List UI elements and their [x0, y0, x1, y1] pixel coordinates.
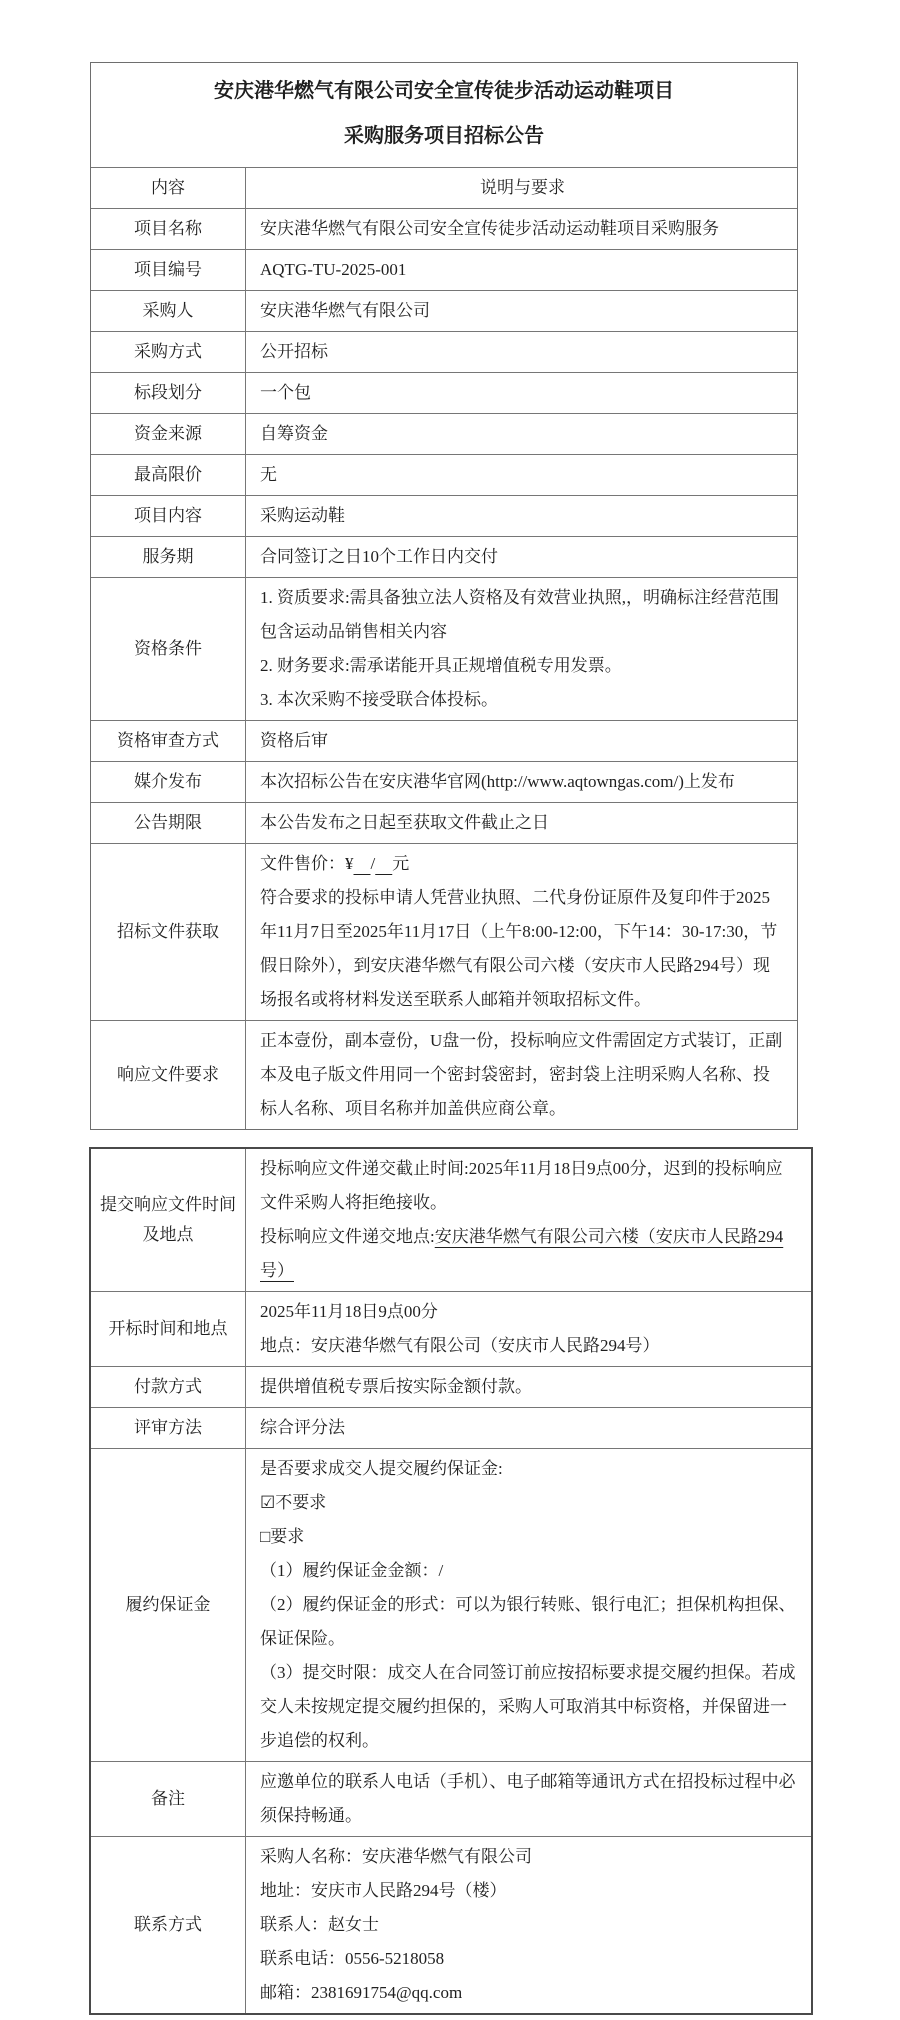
content-line	[260, 1976, 799, 2010]
content-line	[260, 1486, 799, 1520]
row-label	[91, 209, 246, 249]
table-row	[91, 167, 797, 208]
row-label-text: 资格条件	[134, 639, 202, 658]
row-content	[246, 250, 797, 290]
text-segment: 元	[392, 854, 410, 873]
text-segment: 说明与要求	[480, 178, 565, 197]
content-line	[260, 649, 785, 683]
row-content	[246, 1149, 811, 1291]
row-content	[246, 455, 797, 495]
text-segment: 公开招标	[260, 342, 328, 361]
row-content	[246, 1367, 811, 1407]
table-row	[91, 536, 797, 577]
text-segment: 投标响应文件递交地点:	[260, 1227, 435, 1246]
row-label	[91, 844, 246, 1020]
table-row	[91, 1836, 811, 2013]
content-line	[260, 1588, 799, 1656]
text-segment: 2. 财务要求:需承诺能开具正规增值税专用发票。	[260, 656, 622, 675]
text-segment	[354, 854, 371, 873]
row-label-text: 资格审查方式	[117, 731, 219, 750]
row-label	[91, 414, 246, 454]
text-segment: 地点：安庆港华燃气有限公司（安庆市人民路294号）	[260, 1336, 660, 1355]
row-label-text: 项目名称	[134, 219, 202, 238]
row-label-text: 采购方式	[134, 342, 202, 361]
content-line	[260, 683, 785, 717]
document-title-line-2: 采购服务项目招标公告	[344, 125, 544, 147]
row-content	[246, 1292, 811, 1366]
text-segment: 采购运动鞋	[260, 506, 345, 525]
row-label-text: 评审方法	[134, 1418, 202, 1437]
row-label	[91, 1449, 246, 1761]
content-line	[260, 458, 785, 492]
row-label	[91, 250, 246, 290]
row-label	[91, 803, 246, 843]
table-row	[91, 761, 797, 802]
submission-table-rows	[91, 1149, 811, 2013]
row-content	[246, 844, 797, 1020]
content-line	[260, 294, 785, 328]
row-label-text: 招标文件获取	[117, 922, 219, 941]
table-row	[91, 1291, 811, 1366]
row-label-text: 付款方式	[134, 1377, 202, 1396]
table-row	[91, 290, 797, 331]
text-segment: 资格后审	[260, 731, 328, 750]
content-line	[260, 1942, 799, 1976]
table-row	[91, 372, 797, 413]
row-label	[91, 762, 246, 802]
content-line	[260, 212, 785, 246]
checkbox-unchecked-icon: □	[260, 1527, 271, 1546]
content-line	[480, 171, 565, 205]
text-segment: 文件售价：¥	[260, 854, 354, 873]
row-label	[91, 373, 246, 413]
text-segment: 联系电话：0556-5218058	[260, 1949, 445, 1968]
row-label-text: 最高限价	[134, 465, 202, 484]
row-label	[91, 1762, 246, 1836]
row-content	[246, 414, 797, 454]
table-row	[91, 1761, 811, 1836]
table-row	[91, 413, 797, 454]
row-label-text: 开标时间和地点	[108, 1319, 228, 1338]
row-label-text: 采购人	[142, 301, 194, 320]
document-title-line-1: 安庆港华燃气有限公司安全宣传徒步活动运动鞋项目	[214, 80, 674, 102]
row-label-text: 项目内容	[134, 506, 202, 525]
row-label	[91, 537, 246, 577]
row-content	[246, 496, 797, 536]
text-segment: 无	[260, 465, 277, 484]
row-label	[91, 1408, 246, 1448]
row-label-text: 公告期限	[134, 813, 202, 832]
row-label-text: 媒介发布	[134, 772, 202, 791]
content-line	[260, 1024, 785, 1126]
text-segment: 是否要求成交人提交履约保证金:	[260, 1459, 503, 1478]
text-segment: AQTG-TU-2025-001	[260, 260, 407, 279]
text-segment: 提供增值税专票后按实际金额付款。	[260, 1377, 532, 1396]
row-label	[91, 721, 246, 761]
text-segment: /	[370, 854, 376, 873]
content-line	[260, 1370, 799, 1404]
row-label	[91, 1021, 246, 1129]
text-segment: 3. 本次采购不接受联合体投标。	[260, 690, 498, 709]
table-title	[91, 63, 797, 167]
checkbox-checked-icon: ☑	[260, 1493, 276, 1512]
table-row	[91, 1020, 797, 1129]
content-line	[260, 540, 785, 574]
text-segment: 综合评分法	[260, 1418, 345, 1437]
content-line	[260, 417, 785, 451]
text-segment: （1）履约保证金金额：/	[260, 1561, 444, 1580]
submission-table	[89, 1147, 813, 2015]
announcement-table	[90, 62, 798, 1130]
text-segment: 要求	[270, 1527, 305, 1546]
text-segment: 1. 资质要求:需具备独立法人资格及有效营业执照,，明确标注经营范围包含运动品销售相关内容	[260, 588, 779, 641]
row-content	[246, 1449, 811, 1761]
table-row	[91, 249, 797, 290]
content-line	[260, 253, 785, 287]
text-segment: （3）提交时限：成交人在合同签订前应按招标要求提交履约担保。若成交人未按规定提交履约担保的，采购人可取消其中标资格，并保留进一步追偿的权利。	[260, 1663, 796, 1750]
row-label	[91, 1292, 246, 1366]
row-content	[246, 373, 797, 413]
text-segment: 联系人：赵女士	[260, 1915, 379, 1934]
text-segment: 邮箱：2381691754@qq.com	[260, 1983, 463, 2002]
row-label-text: 备注	[151, 1789, 185, 1808]
row-label	[91, 1367, 246, 1407]
row-label-text: 提交响应文件时间及地点	[100, 1195, 236, 1244]
content-line	[260, 1220, 799, 1288]
content-line	[260, 581, 785, 649]
content-line	[260, 335, 785, 369]
content-line	[260, 1452, 799, 1486]
text-segment: 一个包	[260, 383, 311, 402]
table-row	[91, 454, 797, 495]
table-row	[91, 1448, 811, 1761]
content-line	[260, 881, 785, 1017]
row-content	[246, 168, 797, 208]
text-segment: 合同签订之日10个工作日内交付	[260, 547, 498, 566]
text-segment: 采购人名称：安庆港华燃气有限公司	[260, 1847, 532, 1866]
row-content	[246, 209, 797, 249]
text-segment: 不要求	[275, 1493, 327, 1512]
text-segment: 投标响应文件递交截止时间:2025年11月18日9点00分，迟到的投标响应文件采购人将拒绝接收。	[260, 1159, 783, 1212]
row-label	[91, 1149, 246, 1291]
row-content	[246, 762, 797, 802]
text-segment: 安庆港华燃气有限公司六楼（安庆市人民路294号）	[260, 1227, 784, 1280]
table-row	[91, 577, 797, 720]
content-line	[260, 1765, 799, 1833]
row-content	[246, 1408, 811, 1448]
row-content	[246, 1762, 811, 1836]
table-row	[91, 1407, 811, 1448]
row-label	[91, 168, 246, 208]
row-content	[246, 803, 797, 843]
row-label	[91, 455, 246, 495]
row-label-text: 资金来源	[134, 424, 202, 443]
table-row	[91, 1149, 811, 1291]
content-line	[260, 765, 785, 799]
content-line	[260, 1329, 799, 1363]
row-content	[246, 721, 797, 761]
table-row	[91, 802, 797, 843]
text-segment: 安庆港华燃气有限公司	[260, 301, 430, 320]
row-label-text: 项目编号	[134, 260, 202, 279]
row-label	[91, 291, 246, 331]
content-line	[260, 1874, 799, 1908]
text-segment: 应邀单位的联系人电话（手机）、电子邮箱等通讯方式在招投标过程中必须保持畅通。	[260, 1772, 796, 1825]
table-row	[91, 331, 797, 372]
row-label-text: 履约保证金	[125, 1595, 211, 1614]
text-segment: （2）履约保证金的形式：可以为银行转账、银行电汇；担保机构担保、保证保险。	[260, 1595, 796, 1648]
table-row	[91, 1366, 811, 1407]
row-content	[246, 332, 797, 372]
table-row	[91, 720, 797, 761]
text-segment: 符合要求的投标申请人凭营业执照、二代身份证原件及复印件于2025年11月7日至2025年11月17日（上午8:00-12:00，下午14：30-17:30，节假日除外），到安庆港华燃气有限公司六楼（安庆市人民路294号）现场报名或将材料发送至联系人邮箱并领取招标文件。	[260, 888, 778, 1009]
table-row	[91, 208, 797, 249]
row-label-text: 联系方式	[134, 1915, 202, 1934]
row-content	[246, 1837, 811, 2013]
text-segment	[375, 854, 392, 873]
row-label-text: 内容	[151, 178, 185, 197]
content-line	[260, 847, 785, 881]
text-segment: 自筹资金	[260, 424, 328, 443]
content-line	[260, 806, 785, 840]
text-segment: 本公告发布之日起至获取文件截止之日	[260, 813, 549, 832]
table-row	[91, 495, 797, 536]
table-row	[91, 843, 797, 1020]
content-line	[260, 1554, 799, 1588]
content-line	[260, 1295, 799, 1329]
row-content	[246, 291, 797, 331]
row-label	[91, 578, 246, 720]
text-segment: 地址：安庆市人民路294号（楼）	[260, 1881, 507, 1900]
row-content	[246, 537, 797, 577]
announcement-table-rows	[91, 167, 797, 1129]
content-line	[260, 1656, 799, 1758]
row-label	[91, 332, 246, 372]
row-label-text: 标段划分	[134, 383, 202, 402]
text-segment: 本次招标公告在安庆港华官网(http://www.aqtowngas.com/)上发布	[260, 772, 735, 791]
content-line	[260, 1411, 799, 1445]
text-segment: 正本壹份，副本壹份，U盘一份，投标响应文件需固定方式装订，正副本及电子版文件用同一个密封袋密封，密封袋上注明采购人名称、投标人名称、项目名称并加盖供应商公章。	[260, 1031, 783, 1118]
content-line	[260, 376, 785, 410]
row-content	[246, 1021, 797, 1129]
content-line	[260, 1840, 799, 1874]
row-label	[91, 496, 246, 536]
content-line	[260, 724, 785, 758]
row-label-text: 响应文件要求	[117, 1065, 219, 1084]
row-label-text: 服务期	[142, 547, 194, 566]
content-line	[260, 1152, 799, 1220]
row-content	[246, 578, 797, 720]
content-line	[260, 499, 785, 533]
text-segment: 安庆港华燃气有限公司安全宣传徒步活动运动鞋项目采购服务	[260, 219, 719, 238]
content-line	[260, 1520, 799, 1554]
text-segment: 2025年11月18日9点00分	[260, 1302, 438, 1321]
row-label	[91, 1837, 246, 2013]
content-line	[260, 1908, 799, 1942]
